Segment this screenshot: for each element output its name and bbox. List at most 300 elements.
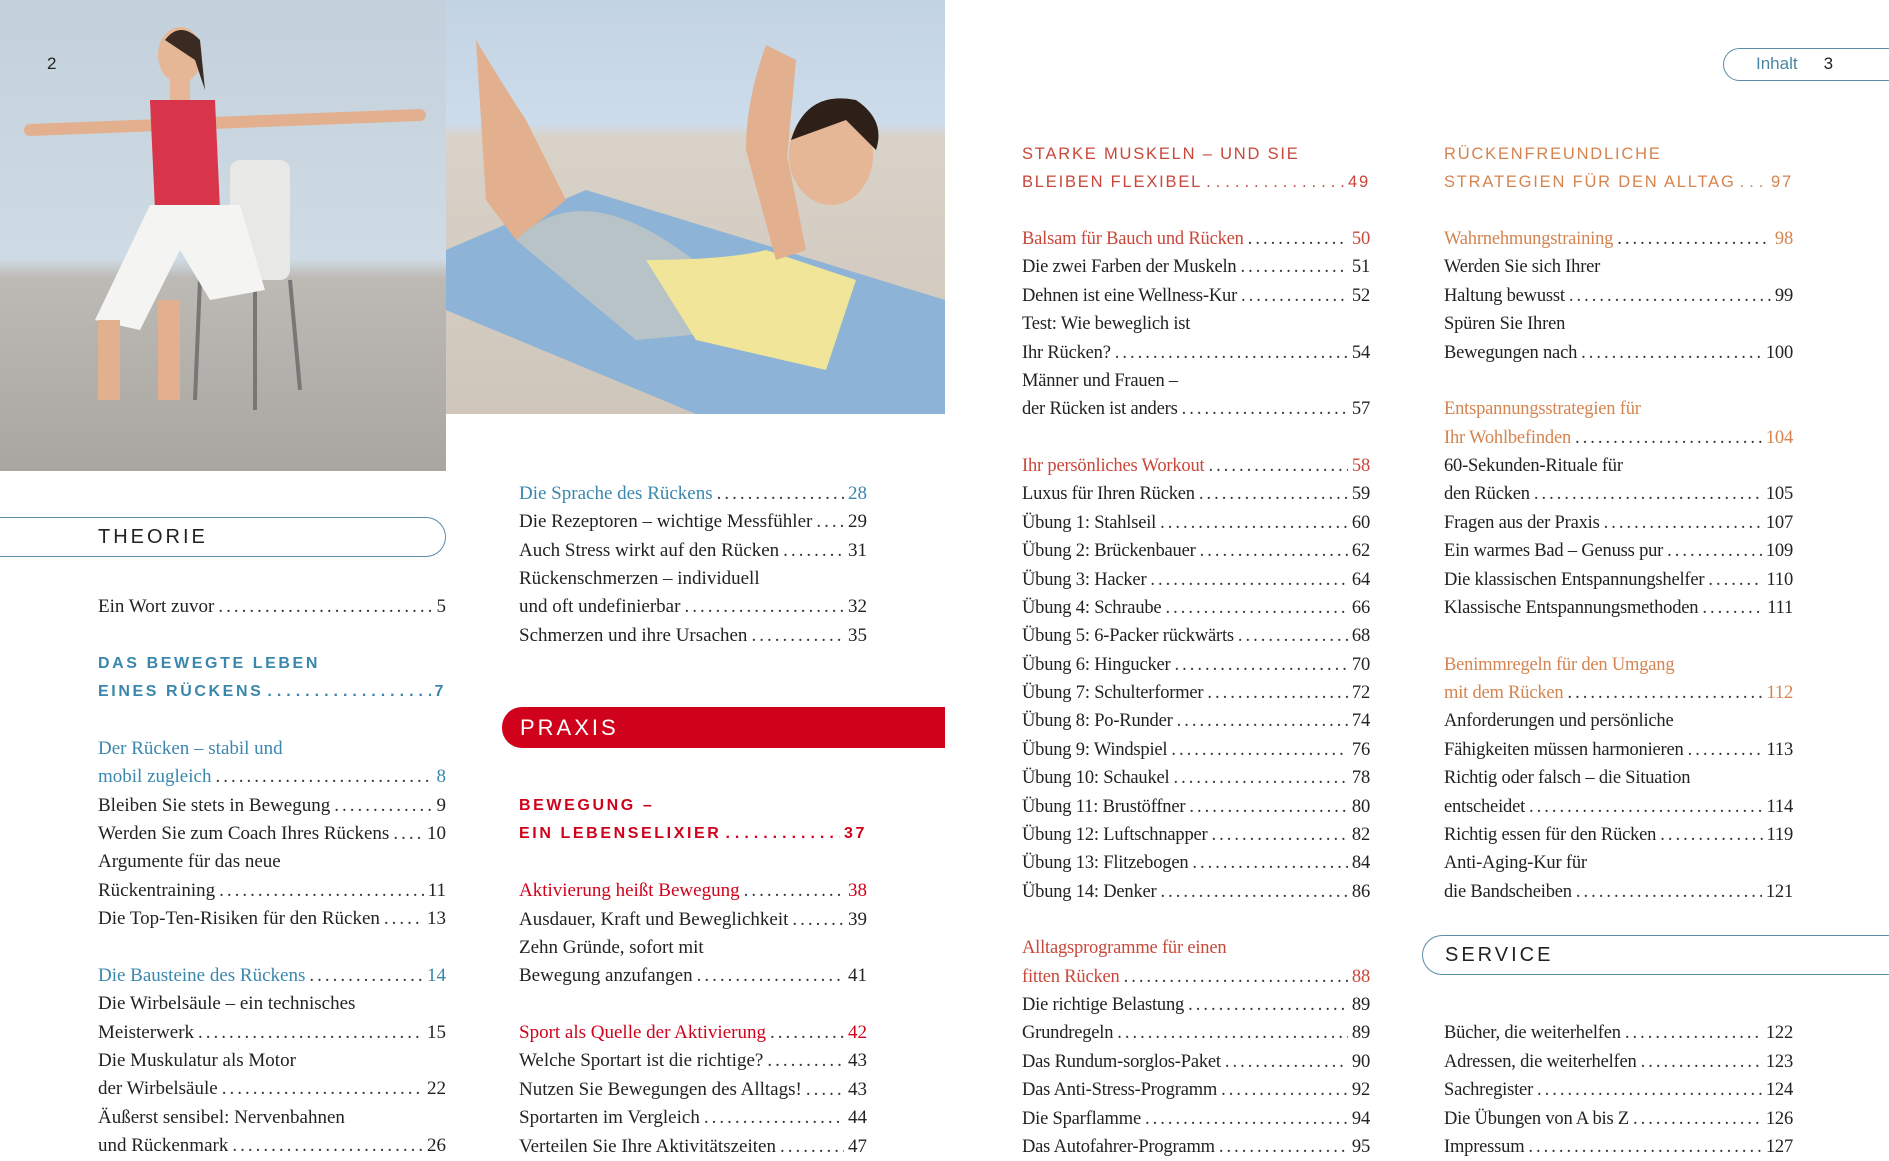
toc-entry: [98, 1047, 446, 1075]
toc-entry-title: Die Übungen von A bis Z: [1444, 1108, 1630, 1129]
toc-page-number: 51: [1351, 257, 1370, 278]
dot-leader: [1576, 878, 1762, 906]
toc-entry: [1444, 566, 1793, 594]
toc-page-number: 119: [1766, 824, 1793, 845]
dot-leader: [816, 508, 844, 536]
toc-entry-title: Übung 1: Stahlseil: [1022, 512, 1157, 533]
toc-entry: [1444, 509, 1793, 537]
dot-leader: [215, 763, 432, 791]
toc-page-number: 42: [848, 1022, 867, 1044]
toc-section-entry: [98, 763, 446, 791]
toc-entry-title: Meisterwerk: [98, 1021, 195, 1043]
toc-entry: [519, 1133, 867, 1161]
toc-entry-title: Auch Stress wirkt auf den Rücken: [519, 539, 780, 561]
toc-page-number: 111: [1767, 597, 1793, 618]
toc-page-number: 124: [1765, 1080, 1793, 1101]
toc-entry-title: Männer und Frauen –: [1022, 370, 1178, 391]
toc-chapter-heading: [1444, 168, 1793, 196]
toc-page-number: 11: [427, 879, 446, 901]
photo-woman-seated-arms-outstretched: [0, 0, 446, 471]
dot-leader: [1117, 1019, 1348, 1047]
dot-leader: [232, 1132, 423, 1160]
toc-entry: [98, 1075, 446, 1103]
section-band-praxis: [502, 707, 945, 748]
toc-page-number: 122: [1765, 1023, 1793, 1044]
toc-section-entry: [1022, 225, 1370, 253]
toc-page-number: 95: [1351, 1136, 1370, 1157]
running-header-label: Inhalt: [1756, 54, 1798, 73]
dot-leader: [1208, 452, 1347, 480]
toc-entry: [1022, 849, 1370, 877]
toc-section-entry: [1444, 679, 1793, 707]
dot-leader: [697, 962, 844, 990]
toc-entry-title: Impressum: [1444, 1136, 1525, 1157]
section-band-service: [1422, 935, 1889, 975]
toc-page-number: 89: [1351, 1023, 1370, 1044]
toc-entry: [98, 1104, 446, 1132]
toc-entry: [1444, 253, 1793, 281]
dot-leader: [1207, 679, 1348, 707]
toc-entry: [1444, 793, 1793, 821]
left-page-number: 2: [47, 54, 57, 73]
toc-page-number: 70: [1351, 654, 1370, 675]
dot-leader: [1688, 736, 1763, 764]
toc-page-number: 62: [1351, 541, 1370, 562]
toc-page-number: 105: [1765, 484, 1793, 505]
dot-leader: [1200, 537, 1348, 565]
toc-page-number: 98: [1774, 229, 1793, 250]
toc-entry-title: EIN LEBENSELIXIER: [519, 825, 722, 843]
toc-entry-title: mobil zugleich: [98, 766, 212, 788]
toc-entry: [1022, 310, 1370, 338]
dot-leader: [1219, 1133, 1348, 1161]
section-band-theorie: [0, 517, 446, 557]
toc-entry-title: Anti-Aging-Kur für: [1444, 853, 1587, 874]
dot-leader: [267, 678, 430, 706]
toc-page-number: 37: [844, 825, 867, 843]
dot-leader: [1537, 1076, 1762, 1104]
dot-leader: [744, 877, 844, 905]
toc-entry: [1022, 282, 1370, 310]
dot-leader: [1145, 1105, 1348, 1133]
toc-entry-title: Aktivierung heißt Bewegung: [519, 880, 740, 902]
toc-entry: [1022, 1076, 1370, 1104]
toc-entry-title: Benimmregeln für den Umgang: [1444, 654, 1675, 675]
toc-page-number: 90: [1351, 1051, 1370, 1072]
toc-entry: [98, 877, 446, 905]
dot-leader: [792, 906, 844, 934]
dot-leader: [1248, 225, 1348, 253]
right-page-number: 3: [1823, 54, 1834, 73]
dot-leader: [219, 877, 424, 905]
toc-entry: [519, 1104, 867, 1132]
toc-entry-title: Die richtige Belastung: [1022, 995, 1185, 1016]
toc-page-number: 89: [1351, 995, 1370, 1016]
toc-page-number: 109: [1765, 541, 1793, 562]
toc-entry: [1022, 367, 1370, 395]
toc-entry: [1444, 1019, 1793, 1047]
toc-entry-title: Nutzen Sie Bewegungen des Alltags!: [519, 1078, 802, 1100]
toc-entry-title: Balsam für Bauch und Rücken: [1022, 229, 1244, 250]
toc-entry-title: und oft undefinierbar: [519, 596, 681, 618]
dot-leader: [1617, 225, 1771, 253]
toc-entry-title: die Bandscheiben: [1444, 881, 1572, 902]
toc-entry: [519, 934, 867, 962]
toc-entry: [1022, 480, 1370, 508]
toc-entry-title: Übung 9: Windspiel: [1022, 739, 1168, 760]
dot-leader: [1189, 793, 1348, 821]
dot-leader: [767, 1047, 844, 1075]
dot-leader: [783, 537, 844, 565]
toc-entry-title: Übung 14: Denker: [1022, 881, 1157, 902]
toc-page-number: 74: [1351, 711, 1370, 732]
toc-entry: [519, 508, 867, 536]
toc-entry-title: Die Wirbelsäule – ein technisches: [98, 993, 356, 1015]
toc-entry-title: Bücher, die weiterhelfen: [1444, 1023, 1621, 1044]
toc-entry: [1022, 793, 1370, 821]
dot-leader: [704, 1104, 844, 1132]
toc-chapter-heading: [519, 820, 867, 848]
toc-page-number: 76: [1351, 739, 1370, 760]
toc-page-number: 41: [848, 965, 867, 987]
toc-section-entry: [1444, 395, 1793, 423]
toc-entry-title: Test: Wie beweglich ist: [1022, 314, 1191, 335]
toc-entry: [98, 848, 446, 876]
dot-leader: [1182, 395, 1348, 423]
toc-entry-title: den Rücken: [1444, 484, 1530, 505]
toc-entry: [519, 1076, 867, 1104]
dot-leader: [1241, 282, 1348, 310]
dot-leader: [1575, 424, 1762, 452]
toc-entry-title: Übung 6: Hingucker: [1022, 654, 1171, 675]
dot-leader: [1115, 339, 1348, 367]
toc-entry-title: Die Bausteine des Rückens: [98, 964, 306, 986]
toc-entry: [1022, 878, 1370, 906]
toc-chapter-heading: [1444, 140, 1793, 168]
toc-page-number: 50: [1351, 229, 1370, 250]
toc-entry-title: EINES RÜCKENS: [98, 683, 264, 701]
dot-leader: [1534, 480, 1762, 508]
toc-entry-title: Richtig essen für den Rücken: [1444, 824, 1657, 845]
toc-entry: [98, 1132, 446, 1160]
toc-entry-title: Bleiben Sie stets in Bewegung: [98, 794, 331, 816]
toc-entry: [1022, 1048, 1370, 1076]
toc-entry-title: Die Top-Ten-Risiken für den Rücken: [98, 908, 380, 930]
toc-page-number: 22: [427, 1078, 446, 1100]
toc-entry-title: der Rücken ist anders: [1022, 399, 1178, 420]
dot-leader: [1174, 651, 1347, 679]
toc-chapter-heading: [1022, 140, 1370, 168]
dot-leader: [1740, 168, 1767, 196]
toc-entry-title: Ihr Wohlbefinden: [1444, 427, 1572, 448]
toc-entry-title: Entspannungsstrategien für: [1444, 399, 1641, 420]
toc-chapter-heading: [98, 650, 446, 678]
toc-page-number: 82: [1351, 824, 1370, 845]
toc-entry-title: Verteilen Sie Ihre Aktivitätszeiten: [519, 1135, 776, 1157]
dot-leader: [1225, 1048, 1348, 1076]
toc-page-number: 47: [848, 1135, 867, 1157]
dot-leader: [1199, 480, 1348, 508]
toc-page-number: 64: [1351, 569, 1370, 590]
toc-page-number: 38: [848, 880, 867, 902]
toc-entry-title: RÜCKENFREUNDLICHE: [1444, 145, 1662, 163]
toc-entry-title: Übung 2: Brückenbauer: [1022, 541, 1196, 562]
toc-entry: [1022, 1105, 1370, 1133]
toc-entry-title: Sachregister: [1444, 1080, 1534, 1101]
toc-entry-title: Ausdauer, Kraft und Beweglichkeit: [519, 908, 789, 930]
toc-entry-title: Ein Wort zuvor: [98, 596, 215, 617]
toc-page-number: 13: [427, 908, 446, 930]
dot-leader: [218, 593, 432, 621]
toc-page-number: 110: [1766, 569, 1793, 590]
toc-entry-title: Übung 5: 6-Packer rückwärts: [1022, 626, 1234, 647]
toc-page-number: 28: [848, 483, 867, 504]
toc-entry: [1022, 679, 1370, 707]
toc-entry-title: Das Rundum-sorglos-Paket: [1022, 1051, 1221, 1072]
photo-woman-bow-pose-on-mat: [446, 0, 945, 414]
dot-leader: [1188, 991, 1348, 1019]
toc-entry-title: Richtig oder falsch – die Situation: [1444, 768, 1691, 789]
dot-leader: [717, 480, 844, 508]
toc-entry: [1444, 707, 1793, 735]
bow-pose-illustration: [446, 0, 945, 414]
dot-leader: [770, 1019, 844, 1047]
toc-entry: [1444, 1076, 1793, 1104]
toc-entry: [1022, 253, 1370, 281]
dot-leader: [198, 1019, 423, 1047]
dot-leader: [1206, 168, 1344, 196]
toc-entry: [1022, 566, 1370, 594]
toc-entry-title: Dehnen ist eine Wellness-Kur: [1022, 285, 1238, 306]
toc-entry-title: Bewegung anzufangen: [519, 965, 693, 987]
toc-page-number: 88: [1351, 966, 1370, 987]
toc-entry-title: Werden Sie zum Coach Ihres Rückens: [98, 822, 390, 844]
toc-page-number: 127: [1765, 1136, 1793, 1157]
dot-leader: [1529, 793, 1763, 821]
toc-entry: [1444, 1105, 1793, 1133]
toc-section-entry: [1022, 963, 1370, 991]
toc-entry: [98, 820, 446, 848]
toc-entry: [1444, 1133, 1793, 1161]
toc-entry: [1444, 480, 1793, 508]
dot-leader: [1667, 537, 1762, 565]
toc-entry: [1444, 594, 1793, 622]
dot-leader: [1212, 821, 1348, 849]
toc-entry-title: Die zwei Farben der Muskeln: [1022, 257, 1237, 278]
toc-page-number: 8: [436, 766, 446, 788]
toc-entry-title: Zehn Gründe, sofort mit: [519, 936, 704, 958]
section-title-theorie: THEORIE: [98, 526, 208, 548]
toc-entry: [519, 1047, 867, 1075]
toc-entry: [519, 622, 867, 650]
toc-page-number: 59: [1351, 484, 1370, 505]
toc-section-entry: [98, 735, 446, 763]
toc-entry: [1022, 622, 1370, 650]
toc-page-number: 107: [1765, 512, 1793, 533]
toc-entry-title: Adressen, die weiterhelfen: [1444, 1051, 1637, 1072]
dot-leader: [384, 905, 423, 933]
toc-entry-title: Rückenschmerzen – individuell: [519, 568, 760, 590]
toc-page-number: 86: [1351, 881, 1370, 902]
dot-leader: [1192, 849, 1347, 877]
toc-page-number: 26: [427, 1135, 446, 1157]
toc-entry: [1022, 509, 1370, 537]
toc-entry-title: Äußerst sensibel: Nervenbahnen: [98, 1106, 345, 1128]
toc-entry: [1444, 764, 1793, 792]
dot-leader: [1177, 707, 1348, 735]
toc-section-entry: [519, 480, 867, 508]
toc-chapter-heading: [1022, 168, 1370, 196]
toc-entry-title: Bewegungen nach: [1444, 342, 1578, 363]
toc-entry: [1022, 1133, 1370, 1161]
toc-entry-title: Übung 4: Schraube: [1022, 597, 1162, 618]
toc-entry-title: Sport als Quelle der Aktivierung: [519, 1022, 766, 1044]
toc-page-number: 114: [1766, 796, 1793, 817]
toc-page-number: 97: [1771, 173, 1793, 192]
toc-entry-title: Fähigkeiten müssen harmonieren: [1444, 739, 1684, 760]
toc-entry: [1022, 339, 1370, 367]
toc-entry-title: Übung 7: Schulterformer: [1022, 683, 1204, 704]
toc-page-number: 7: [434, 683, 446, 701]
toc-entry-title: Klassische Entspannungsmethoden: [1444, 597, 1699, 618]
toc-entry-title: fitten Rücken: [1022, 966, 1120, 987]
toc-entry: [1444, 537, 1793, 565]
toc-entry: [1444, 282, 1793, 310]
toc-entry-title: Wahrnehmungstraining: [1444, 229, 1614, 250]
toc-entry-title: Spüren Sie Ihren: [1444, 314, 1566, 335]
toc-page-number: 113: [1766, 739, 1793, 760]
toc-section-entry: [519, 877, 867, 905]
toc-page-number: 52: [1351, 285, 1370, 306]
toc-chapter-heading: [98, 678, 446, 706]
toc-entry-title: Das Autofahrer-Programm: [1022, 1136, 1215, 1157]
toc-page-number: 57: [1351, 399, 1370, 420]
dot-leader: [1165, 594, 1347, 622]
toc-entry: [1022, 707, 1370, 735]
dot-leader: [1660, 821, 1762, 849]
dot-leader: [1633, 1105, 1762, 1133]
seated-woman-illustration: [0, 0, 446, 471]
toc-page-number: 84: [1351, 853, 1370, 874]
dot-leader: [1150, 566, 1347, 594]
toc-entry: [1022, 651, 1370, 679]
dot-leader: [1567, 679, 1762, 707]
dot-leader: [806, 1076, 844, 1104]
toc-entry: [1022, 821, 1370, 849]
toc-entry-title: Werden Sie sich Ihrer: [1444, 257, 1601, 278]
toc-page-number: 60: [1351, 512, 1370, 533]
toc-entry-title: Ein warmes Bad – Genuss pur: [1444, 541, 1664, 562]
toc-page-number: 66: [1351, 597, 1370, 618]
toc-entry: [98, 593, 446, 621]
toc-entry: [1444, 1048, 1793, 1076]
toc-page-number: 39: [848, 908, 867, 930]
toc-entry-title: STRATEGIEN FÜR DEN ALLTAG: [1444, 173, 1736, 192]
dot-leader: [1604, 509, 1762, 537]
toc-page-number: 112: [1766, 683, 1793, 704]
toc-entry: [98, 792, 446, 820]
dot-leader: [751, 622, 844, 650]
running-header: [1723, 48, 1889, 81]
toc-entry-title: Ihr Rücken?: [1022, 342, 1111, 363]
toc-page-number: 35: [848, 624, 867, 646]
toc-entry-title: mit dem Rücken: [1444, 683, 1564, 704]
toc-entry: [1444, 310, 1793, 338]
toc-section-entry: [98, 962, 446, 990]
toc-entry: [519, 906, 867, 934]
toc-entry-title: STARKE MUSKELN – UND SIE: [1022, 145, 1300, 163]
toc-entry: [1444, 849, 1793, 877]
toc-entry-title: Die klassischen Entspannungshelfer: [1444, 569, 1705, 590]
toc-page-number: 123: [1765, 1051, 1793, 1072]
dot-leader: [1569, 282, 1771, 310]
dot-leader: [334, 792, 432, 820]
toc-entry: [519, 537, 867, 565]
toc-page-number: 126: [1765, 1108, 1793, 1129]
toc-entry: [98, 990, 446, 1018]
toc-entry-title: Schmerzen und ihre Ursachen: [519, 624, 748, 646]
dot-leader: [725, 820, 840, 848]
toc-page-number: 99: [1774, 285, 1793, 306]
toc-chapter-heading: [519, 792, 867, 820]
toc-page-number: 80: [1351, 796, 1370, 817]
dot-leader: [1173, 764, 1347, 792]
section-title-praxis: PRAXIS: [520, 715, 619, 740]
dot-leader: [1238, 622, 1348, 650]
toc-page-number: 121: [1765, 881, 1793, 902]
toc-entry-title: Argumente für das neue: [98, 851, 281, 873]
toc-entry-title: Grundregeln: [1022, 1023, 1114, 1044]
toc-entry: [1022, 991, 1370, 1019]
toc-entry-title: Die Muskulatur als Motor: [98, 1049, 296, 1071]
toc-page-number: 29: [848, 511, 867, 533]
toc-page-number: 43: [848, 1050, 867, 1072]
toc-entry-title: BLEIBEN FLEXIBEL: [1022, 173, 1203, 192]
toc-page-number: 92: [1351, 1080, 1370, 1101]
toc-entry-title: Übung 10: Schaukel: [1022, 768, 1170, 789]
toc-page-number: 104: [1765, 427, 1793, 448]
toc-entry: [1444, 736, 1793, 764]
toc-section-entry: [1444, 424, 1793, 452]
toc-page-number: 58: [1351, 456, 1370, 477]
dot-leader: [1625, 1019, 1762, 1047]
toc-entry-title: Übung 3: Hacker: [1022, 569, 1147, 590]
toc-page-number: 100: [1765, 342, 1793, 363]
dot-leader: [1124, 963, 1348, 991]
toc-entry: [519, 565, 867, 593]
toc-entry-title: Alltagsprogramme für einen: [1022, 938, 1227, 959]
toc-entry: [1022, 594, 1370, 622]
toc-page-number: 32: [848, 596, 867, 618]
toc-entry: [98, 1019, 446, 1047]
toc-page-number: 10: [427, 822, 446, 844]
dot-leader: [1641, 1048, 1762, 1076]
toc-page-number: 43: [848, 1078, 867, 1100]
dot-leader: [222, 1075, 423, 1103]
toc-entry: [1022, 764, 1370, 792]
toc-page-number: 78: [1351, 768, 1370, 789]
dot-leader: [1161, 878, 1348, 906]
toc-entry: [1444, 878, 1793, 906]
toc-entry-title: Anforderungen und persönliche: [1444, 711, 1674, 732]
toc-entry: [519, 593, 867, 621]
toc-entry-title: und Rückenmark: [98, 1135, 229, 1157]
toc-entry-title: Die Rezeptoren – wichtige Messfühler: [519, 511, 813, 533]
dot-leader: [684, 593, 844, 621]
dot-leader: [1171, 736, 1348, 764]
toc-page-number: 94: [1351, 1108, 1370, 1129]
toc-page-number: 15: [427, 1021, 446, 1043]
